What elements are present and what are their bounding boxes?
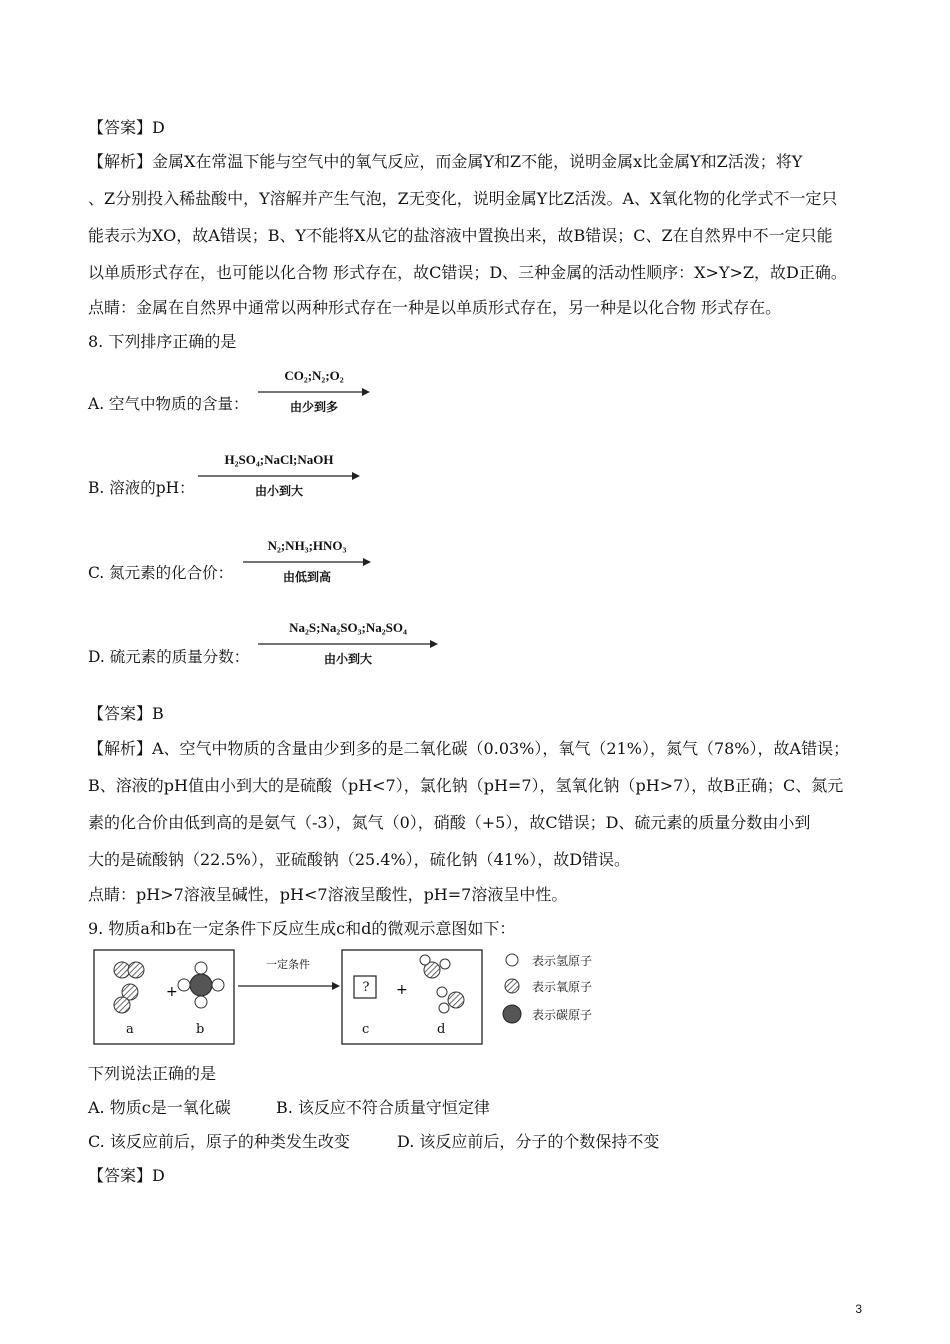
- explanation-8-line4: 大的是硫酸钠（22.5%），亚硫酸钠（25.4%），硫化钠（41%），故D错误。: [88, 850, 631, 869]
- option-8b-label: B. 溶液的pH：: [88, 479, 195, 497]
- option-8d-arrow-top: Na₂S;Na₂SO₃;Na₂SO₄: [289, 620, 407, 635]
- question-9-stem: 下列说法正确的是: [88, 1064, 217, 1083]
- page-number: 3: [855, 1302, 862, 1316]
- explanation-7-line2: 、Z分别投入稀盐酸中，Y溶解并产生气泡，Z无变化，说明金属Y比Z活泼。A、X氧化物的化学式不一定只: [88, 189, 838, 208]
- condition-label: 一定条件: [266, 958, 310, 971]
- label-d: d: [437, 1022, 446, 1037]
- svg-text:+: +: [396, 982, 408, 998]
- answer-7: 【答案】D: [88, 118, 165, 137]
- oxygen-legend-icon: [505, 979, 519, 993]
- option-8c-arrow-top: N₂;NH₃;HNO₃: [267, 538, 347, 553]
- option-8c-arrow-bottom: 由低到高: [282, 570, 331, 584]
- answer-8: 【答案】B: [88, 704, 164, 723]
- tip-8: 点睛：pH>7溶液呈碱性，pH<7溶液呈酸性，pH=7溶液呈中性。: [88, 885, 568, 904]
- question-8: 8. 下列排序正确的是: [88, 332, 237, 351]
- unknown-mark: ?: [362, 980, 370, 995]
- option-8a-arrow-bottom: 由少到多: [289, 400, 338, 414]
- option-8d-arrow: [258, 620, 438, 670]
- option-8b-arrow-top: H₂SO₄;NaCl;NaOH: [224, 452, 334, 467]
- legend-oxygen: 表示氧原子: [532, 980, 593, 994]
- hydrogen-legend-icon: [506, 954, 518, 966]
- option-8c-label: C. 氮元素的化合价：: [88, 564, 234, 582]
- question-9-option-a: A. 物质c是一氧化碳: [88, 1098, 231, 1117]
- explanation-7-line4: 以单质形式存在，也可能以化合物 形式存在，故C错误；D、三种金属的活动性顺序：X>Y>Z，故D正确。: [88, 263, 847, 282]
- option-8c-arrow: [243, 538, 371, 588]
- option-8a-arrow-top: CO₂;N₂;O₂: [284, 368, 344, 383]
- legend-carbon: 表示碳原子: [532, 1008, 593, 1022]
- label-a: a: [126, 1022, 134, 1037]
- explanation-8-line2: B、溶液的pH值由小到大的是硫酸（pH<7），氯化钠（pH=7），氢氧化钠（pH>7），故B正确；C、氮元: [88, 776, 844, 795]
- explanation-8-line1: 【解析】A、空气中物质的含量由少到多的是二氧化碳（0.03%），氧气（21%），氮气（78%），故A错误；: [88, 739, 850, 758]
- svg-text:+: +: [166, 984, 178, 1000]
- molecule-d: [420, 955, 464, 1013]
- option-8d-arrow-bottom: 由小到大: [323, 652, 372, 666]
- tip-7: 点睛：金属在自然界中通常以两种形式存在一种是以单质形式存在，另一种是以化合物 形式存在。: [88, 298, 782, 317]
- label-c: c: [362, 1022, 370, 1037]
- answer-9: 【答案】D: [88, 1166, 165, 1185]
- molecule-a: [114, 962, 144, 1013]
- reactants-box: [94, 950, 234, 1044]
- option-8a-arrow: [258, 368, 370, 418]
- molecule-b: [178, 962, 224, 1008]
- option-8a-label: A. 空气中物质的含量：: [88, 395, 249, 413]
- question-9-option-c: C. 该反应前后，原子的种类发生改变: [88, 1132, 350, 1151]
- reaction-diagram: [92, 948, 622, 1048]
- option-8b-arrow: [198, 452, 360, 502]
- option-8b-arrow-bottom: 由小到大: [254, 484, 303, 498]
- explanation-7-line1: 【解析】金属X在常温下能与空气中的氧气反应，而金属Y和Z不能，说明金属x比金属Y和Z活泼；将Y: [88, 152, 803, 171]
- explanation-8-line3: 素的化合价由低到高的是氨气（-3），氮气（0），硝酸（+5），故C错误；D、硫元素的质量分数由小到: [88, 813, 811, 832]
- question-9: 9. 物质a和b在一定条件下反应生成c和d的微观示意图如下：: [88, 919, 516, 938]
- carbon-legend-icon: [503, 1005, 521, 1023]
- explanation-7-line3: 能表示为XO，故A错误；B、Y不能将X从它的盐溶液中置换出来，故B错误；C、Z在自然界中不一定只能: [88, 226, 833, 245]
- label-b: b: [196, 1022, 205, 1037]
- question-9-option-d: D. 该反应前后，分子的个数保持不变: [397, 1132, 660, 1151]
- legend-hydrogen: 表示氢原子: [532, 954, 593, 968]
- option-8d-label: D. 硫元素的质量分数：: [88, 648, 250, 666]
- question-9-option-b: B. 该反应不符合质量守恒定律: [276, 1098, 490, 1117]
